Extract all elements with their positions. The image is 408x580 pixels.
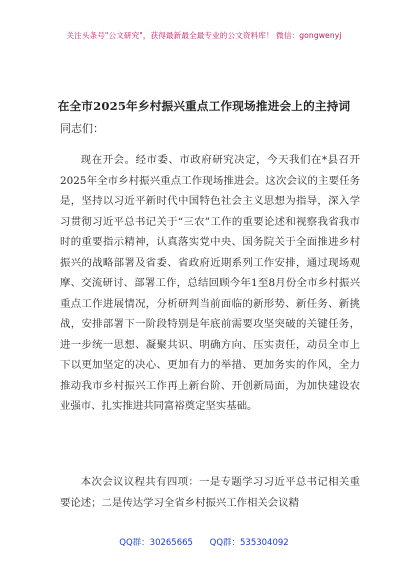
qq-group-2: QQ群：535304092 [209, 538, 289, 548]
document-title: 在全市2025年乡村振兴重点工作现场推进会上的主持词 [57, 99, 351, 113]
qq-group-1: QQ群：30265665 [119, 538, 193, 548]
body-paragraph: 本次会议议程共有四项：一是专题学习习近平总书记相关重要论述；二是传达学习全省乡村振兴工作相关会议精 [60, 476, 360, 509]
header-promo-note: 关注头条号"公文研究"，获得最新最全最专业的公文资料库！ 微信：gongwenyj [66, 31, 342, 40]
footer-contact [0, 536, 408, 548]
salutation: 同志们： [60, 122, 104, 135]
body-paragraph: 现在开会。经市委、市政府研究决定，今天我们在*县召开2025年全市乡村振兴重点工作现场推进会。这次会议的主要任务是，坚持以习近平新时代中国特色社会主义思想为指导，深入学习贯彻习近平总书记关于“三农”工作的重要论述和视察我省我市时的重要指示精神，认真落实党中央、国务院关于全面推进乡村振兴的战略部署及省委、省政府近期系列工作安排，通过现场观摩、交流研讨、部署工作，总结回顾今年1至8月份全市乡村振兴重点工作进展情况，分析研判当前面临的新形势、新任务、新挑战，安排部署下一阶段特别是年底前需要攻坚突破的关键任务，进一步统一思想、凝聚共识、明确方向、压实责任，动员全市上下以更加坚定的决心、更加有力的举措、更加务实的作风，全力推动我市乡村振兴工作再上新台阶、开创新局面，为加快建设农业强市、扎实推进共同富裕奠定坚实基础。 [60, 154, 360, 412]
